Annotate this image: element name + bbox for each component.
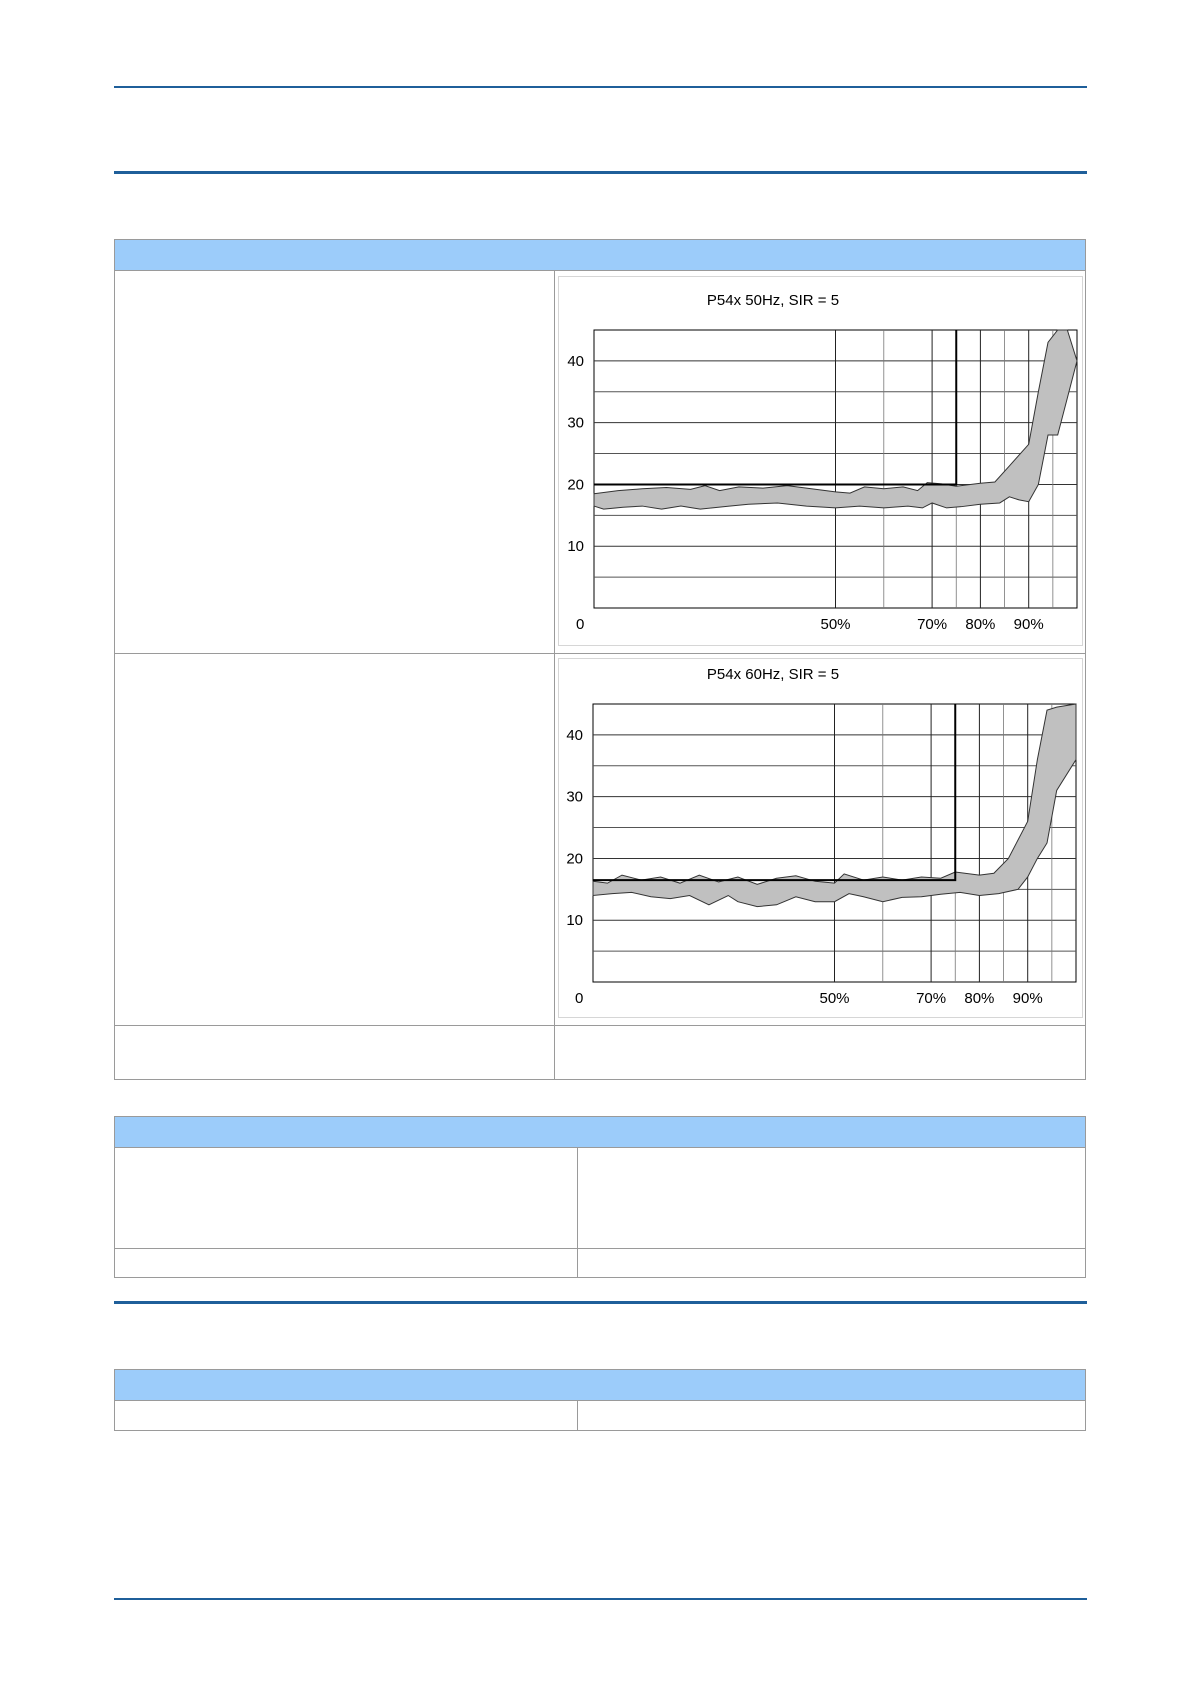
column-divider — [577, 1401, 578, 1430]
chart-title: P54x 60Hz, SIR = 5 — [706, 666, 840, 683]
y-tick-label: 10 — [566, 912, 583, 930]
y-tick-label: 40 — [567, 352, 584, 370]
footer-rule — [114, 1598, 1087, 1600]
table-header — [115, 240, 1085, 271]
y-tick-label: 30 — [567, 414, 584, 432]
reference-line — [594, 330, 956, 484]
table-header — [115, 1370, 1085, 1401]
reference-line — [593, 704, 955, 880]
x-tick-label: 80% — [965, 616, 996, 633]
x-tick-label: 80% — [964, 990, 995, 1007]
y-tick-label: 20 — [567, 476, 584, 494]
x-tick-label: 90% — [1013, 616, 1044, 633]
chart-50hz-frame — [558, 276, 1083, 646]
settings-table — [114, 1116, 1086, 1278]
table-row — [115, 1248, 1085, 1249]
chart-50hz — [559, 277, 1082, 645]
y-tick-label: 10 — [567, 538, 584, 556]
section-rule-top — [114, 171, 1087, 174]
chart-title: P54x 50Hz, SIR = 5 — [706, 292, 840, 309]
header-rule — [114, 86, 1087, 88]
table-row — [115, 653, 1085, 654]
x-tick-label: 70% — [916, 990, 947, 1007]
table-row — [115, 1025, 1085, 1026]
x-tick-label: 70% — [917, 616, 948, 633]
x-tick-label: 50% — [820, 616, 851, 633]
column-divider — [554, 271, 555, 1079]
table-header — [115, 1117, 1085, 1148]
y-tick-label: 40 — [566, 726, 583, 744]
column-divider — [577, 1148, 578, 1277]
chart-60hz-frame — [558, 658, 1083, 1018]
x-tick-label: 0 — [576, 616, 585, 633]
x-tick-label: 50% — [819, 990, 850, 1007]
section-rule-middle — [114, 1301, 1087, 1304]
summary-table — [114, 1369, 1086, 1431]
x-tick-label: 90% — [1012, 990, 1043, 1007]
y-tick-label: 20 — [566, 850, 583, 868]
y-tick-label: 30 — [566, 788, 583, 806]
chart-60hz — [559, 659, 1082, 1017]
chart-table — [114, 239, 1086, 1080]
x-tick-label: 0 — [575, 990, 584, 1007]
